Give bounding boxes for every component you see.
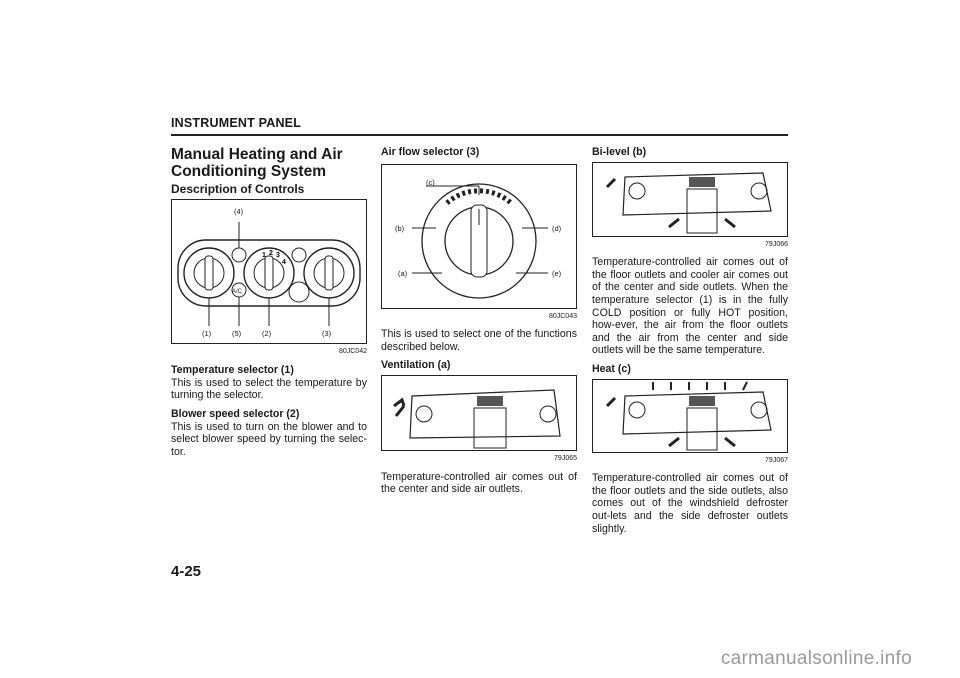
label-c: (c) [426, 177, 435, 187]
svg-text:3: 3 [276, 251, 280, 259]
airflow-figure [381, 164, 577, 309]
airflow-figure-code: 80JC043 [548, 312, 577, 320]
subsection-title: Description of Controls [171, 182, 305, 196]
bilevel-text: Temperature-controlled air comes out of the floor outlets and cooler air comes out of the center and side outlets. When the temperature selector (1) is in the fully COLD position or fully HOT position, how-ever, the air from the floor outlets and the air from the center and side outlets will be the same temperature. [592, 256, 788, 357]
controls-figure [171, 199, 367, 344]
ventilation-dash-illustration [382, 376, 576, 450]
label-5: (5) [232, 328, 242, 338]
bilevel-heading: Bi-level (b) [592, 146, 647, 158]
blower-selector-heading: Blower speed selector (2) [171, 407, 300, 420]
label-b: (b) [395, 223, 405, 233]
header-rule [171, 134, 788, 136]
label-1: (1) [202, 328, 212, 338]
heat-dash-illustration [593, 380, 787, 452]
temp-selector-heading: Temperature selector (1) [171, 364, 294, 377]
bilevel-figure-code: 79J066 [765, 240, 788, 248]
section-title: Manual Heating and Air Conditioning System [171, 146, 343, 180]
blower-selector-text: This is used to turn on the blower and to select blower speed by turning the selec-tor. [171, 420, 367, 458]
column-2 [381, 146, 577, 496]
airflow-heading: Air flow selector (3) [381, 146, 480, 158]
heat-heading: Heat (c) [592, 362, 631, 375]
bilevel-dash-illustration [593, 163, 787, 236]
ac-label: A/C [232, 288, 243, 295]
figure-code: 80JC042 [338, 347, 367, 355]
bilevel-figure [592, 162, 788, 237]
heat-figure-code: 79J067 [765, 456, 788, 464]
ventilation-heading: Ventilation (a) [381, 359, 451, 372]
ventilation-text: Temperature-controlled air comes out of the center and side air outlets. [381, 470, 577, 496]
column-1 [171, 146, 367, 458]
watermark: carmanualsonline.info [720, 648, 912, 669]
label-d: (d) [552, 223, 562, 233]
heat-figure [592, 379, 788, 453]
ventilation-figure-code: 79J065 [554, 454, 577, 462]
label-a: (a) [398, 268, 408, 278]
page-number: 4-25 [171, 563, 202, 580]
column-3 [592, 146, 788, 535]
label-4: (4) [234, 206, 244, 216]
heat-text: Temperature-controlled air comes out of the floor outlets and the side outlets, also comes out of the windshield defroster out-lets and the side defroster outlets slightly. [592, 472, 788, 535]
label-e: (e) [552, 268, 562, 278]
label-3: (3) [322, 328, 332, 338]
svg-text:1: 1 [262, 251, 266, 259]
ventilation-figure [381, 375, 577, 451]
airflow-knob-illustration [382, 165, 576, 308]
label-2: (2) [262, 328, 272, 338]
running-header: INSTRUMENT PANEL [171, 116, 302, 130]
airflow-text: This is used to select one of the functions described below. [381, 328, 577, 353]
svg-text:2: 2 [269, 249, 273, 257]
svg-text:4: 4 [282, 258, 286, 266]
temp-selector-text: This is used to select the temperature by turning the selector. [171, 376, 367, 402]
controls-illustration [172, 200, 366, 343]
